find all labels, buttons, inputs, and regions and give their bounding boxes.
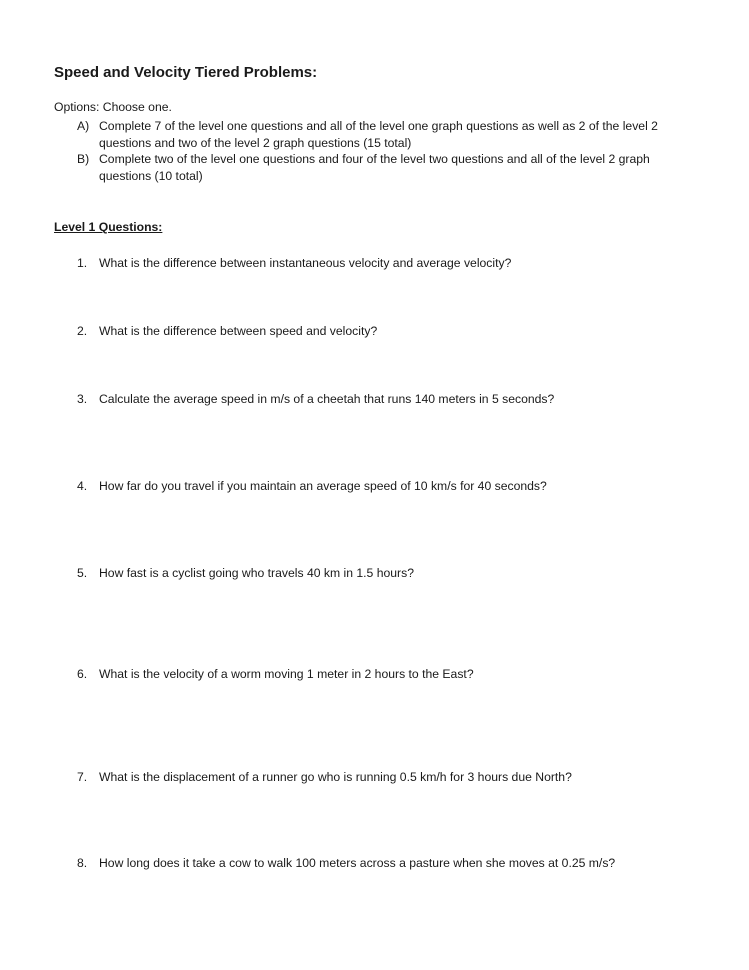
question-number: 1. — [77, 256, 88, 270]
question-text: What is the velocity of a worm moving 1 meter in 2 hours to the East? — [99, 667, 474, 681]
option-marker: B) — [77, 152, 90, 166]
question-item — [77, 256, 511, 270]
option-text: Complete two of the level one questions and four of the level two questions and all of the level 2 graph questions (10 total) — [99, 152, 650, 183]
question-number: 4. — [77, 479, 88, 493]
option-marker: A) — [77, 119, 90, 133]
option-text: Complete 7 of the level one questions and all of the level one graph questions as well as 2 of the level 2 questions and two of the level 2 graph questions (15 total) — [99, 119, 658, 150]
question-text: What is the difference between instantaneous velocity and average velocity? — [99, 256, 512, 270]
question-text: What is the displacement of a runner go who is running 0.5 km/h for 3 hours due North? — [99, 770, 572, 784]
question-text: How far do you travel if you maintain an average speed of 10 km/s for 40 seconds? — [99, 479, 547, 493]
question-number: 3. — [77, 392, 88, 406]
question-item — [77, 856, 615, 870]
question-number: 2. — [77, 324, 88, 338]
question-item — [77, 479, 547, 493]
section-heading: Level 1 Questions: — [54, 220, 163, 234]
question-item — [77, 324, 377, 338]
question-item — [77, 566, 414, 580]
question-text: What is the difference between speed and velocity? — [99, 324, 378, 338]
options-intro: Options: Choose one. — [54, 100, 172, 114]
question-text: How fast is a cyclist going who travels 40 km in 1.5 hours? — [99, 566, 414, 580]
question-number: 6. — [77, 667, 88, 681]
question-number: 5. — [77, 566, 88, 580]
question-text: Calculate the average speed in m/s of a cheetah that runs 140 meters in 5 seconds? — [99, 392, 555, 406]
question-number: 7. — [77, 770, 88, 784]
question-number: 8. — [77, 856, 88, 870]
question-item — [77, 392, 554, 406]
question-item — [77, 667, 474, 681]
page-title: Speed and Velocity Tiered Problems: — [54, 64, 318, 81]
question-text: How long does it take a cow to walk 100 meters across a pasture when she moves at 0.25 m/s? — [99, 856, 616, 870]
question-item — [77, 770, 572, 784]
